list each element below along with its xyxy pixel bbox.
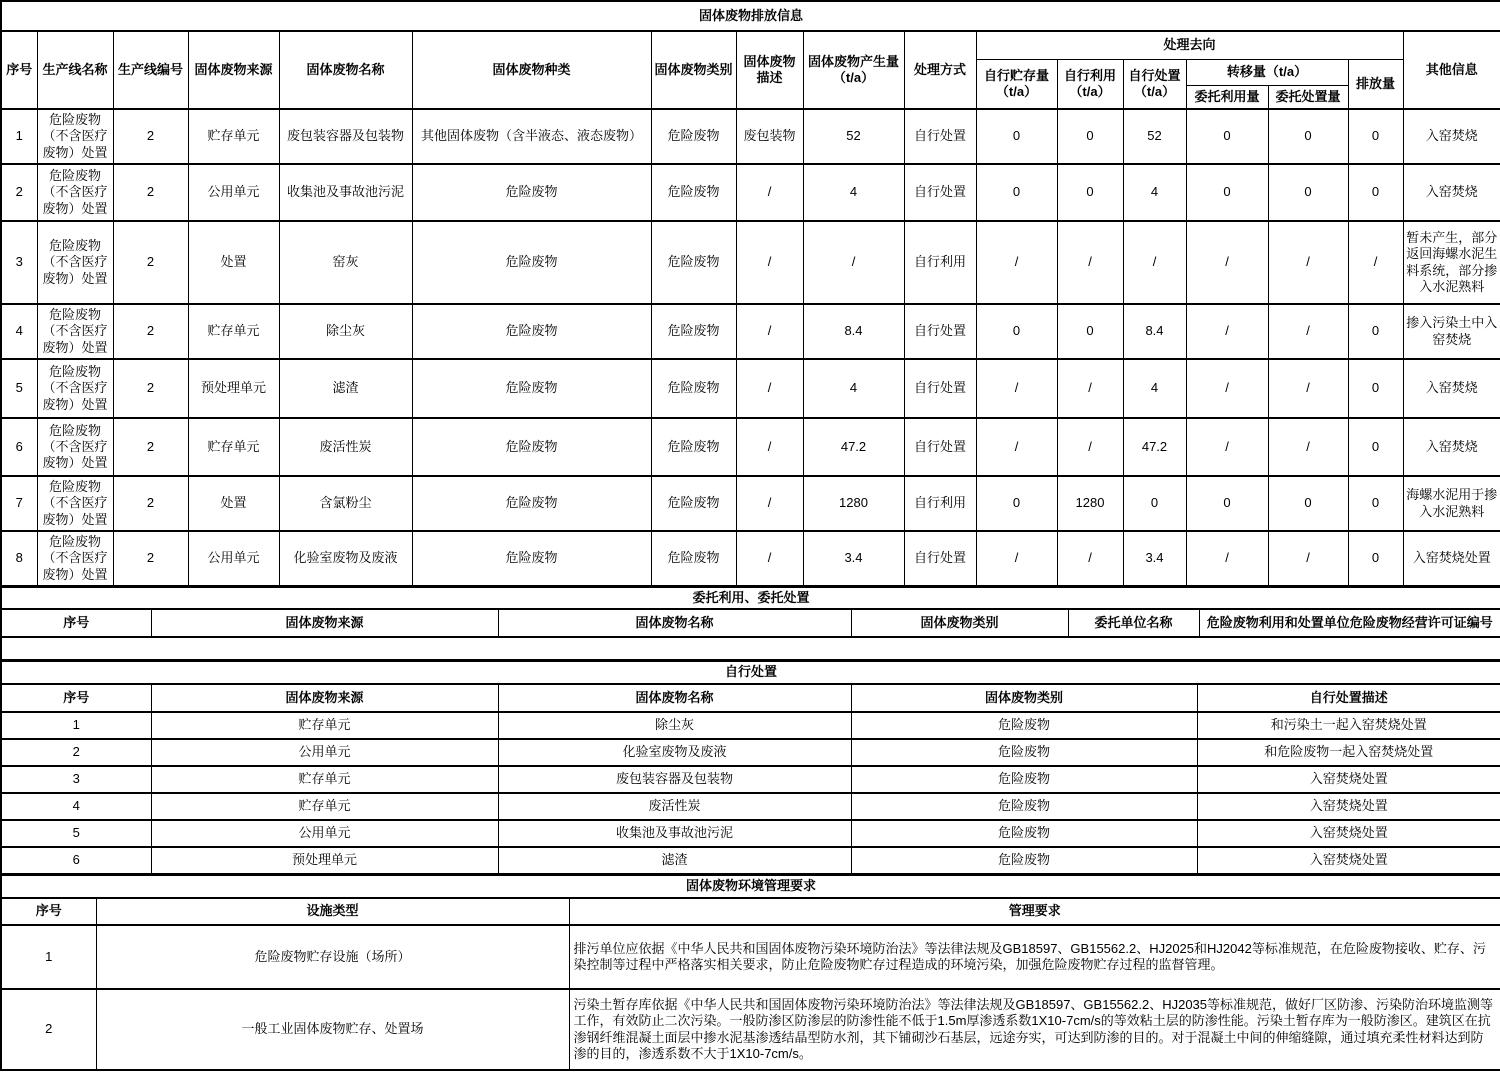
cell-waste-kind: 危险废物: [412, 359, 651, 418]
cell-self-storage: 0: [976, 304, 1057, 359]
cell-waste-description: /: [736, 359, 803, 418]
cell-self-disposal-desc: 和污染土一起入窑焚烧处置: [1197, 712, 1500, 739]
cell-entrusted-disposal: 0: [1268, 109, 1348, 164]
header-waste-name: 固体废物名称: [279, 31, 412, 109]
cell-waste-source: 贮存单元: [151, 712, 498, 739]
header-seq: 序号: [1, 31, 37, 109]
waste-emission-row: [1, 418, 1500, 476]
cell-production-line-name: 危险废物（不含医疗废物）处置: [37, 359, 113, 418]
cell-requirement: 污染土暂存库依据《中华人民共和国固体废物污染环境防治法》等法律法规及GB18597、GB15562.2、HJ2035等标准规范，做好厂区防渗、污染防治环境监测等工作，有效防止二次污染。一般防渗区防渗层的防渗性能不低于1.5m厚渗透系数1X10-7cm/s的等效粘土层的防渗性能。污染土暂存库为一般防渗区。建筑区在抗渗钢纤维混凝土面层中掺水泥基渗透结晶型防水剂，其下铺砌沙石基层，远途夯实，可达到防渗的目的。对于混凝土中间的伸缩缝隙，通过填充柔性材料达到防渗的目的，渗透系数不大于1X10-7cm/s。: [569, 989, 1500, 1070]
cell-waste-name: 废包装容器及包装物: [498, 766, 851, 793]
empty-entrusted-cell: [1, 637, 1500, 660]
cell-other-info: 入窑焚烧: [1403, 164, 1500, 221]
cell-waste-description: 废包装物: [736, 109, 803, 164]
cell-seq: 1: [1, 712, 151, 739]
header-self-utilization: 自行利用（t/a）: [1057, 59, 1123, 109]
cell-waste-kind: 危险废物: [412, 164, 651, 221]
cell-entrusted-utilization: /: [1186, 359, 1268, 418]
cell-waste-source: 贮存单元: [188, 418, 279, 476]
header4-seq: 序号: [1, 898, 96, 925]
cell-seq: 3: [1, 766, 151, 793]
cell-entrusted-disposal: /: [1268, 359, 1348, 418]
cell-self-disposal-desc: 入窑焚烧处置: [1197, 820, 1500, 847]
cell-waste-category: 危险废物: [651, 164, 736, 221]
cell-production-line-name: 危险废物（不含医疗废物）处置: [37, 304, 113, 359]
cell-entrusted-disposal: /: [1268, 221, 1348, 304]
header3-waste-name: 固体废物名称: [498, 684, 851, 712]
cell-seq: 6: [1, 418, 37, 476]
cell-production-line-no: 2: [113, 304, 188, 359]
cell-self-utilization: /: [1057, 531, 1123, 586]
section1-title: 固体废物排放信息: [1, 1, 1500, 31]
cell-self-storage: /: [976, 221, 1057, 304]
section3-title: 自行处置: [1, 661, 1500, 684]
cell-treatment-method: 自行处置: [904, 531, 976, 586]
cell-waste-generation: 8.4: [803, 304, 904, 359]
cell-other-info: 暂未产生，部分返回海螺水泥生料系统，部分掺入水泥熟料: [1403, 221, 1500, 304]
cell-other-info: 入窑焚烧: [1403, 109, 1500, 164]
header2-waste-name: 固体废物名称: [498, 609, 851, 637]
waste-emission-row: [1, 304, 1500, 359]
cell-self-disposal: 4: [1123, 359, 1186, 418]
cell-waste-category: 危险废物: [651, 476, 736, 531]
management-requirements-table: [0, 874, 1500, 1071]
header-waste-category: 固体废物类别: [651, 31, 736, 109]
header-production-line-no: 生产线编号: [113, 31, 188, 109]
waste-emission-row: [1, 476, 1500, 531]
cell-waste-category: 危险废物: [651, 221, 736, 304]
cell-self-utilization: 1280: [1057, 476, 1123, 531]
cell-self-storage: 0: [976, 164, 1057, 221]
cell-self-disposal-desc: 入窑焚烧处置: [1197, 766, 1500, 793]
cell-waste-description: /: [736, 221, 803, 304]
cell-production-line-name: 危险废物（不含医疗废物）处置: [37, 531, 113, 586]
cell-entrusted-utilization: 0: [1186, 109, 1268, 164]
cell-waste-name: 除尘灰: [498, 712, 851, 739]
header-production-line-name: 生产线名称: [37, 31, 113, 109]
cell-entrusted-disposal: 0: [1268, 164, 1348, 221]
cell-waste-description: /: [736, 418, 803, 476]
header-waste-kind: 固体废物种类: [412, 31, 651, 109]
cell-waste-category: 危险废物: [651, 531, 736, 586]
cell-treatment-method: 自行处置: [904, 418, 976, 476]
cell-waste-source: 预处理单元: [188, 359, 279, 418]
cell-emission-amount: /: [1348, 221, 1403, 304]
cell-emission-amount: 0: [1348, 418, 1403, 476]
header2-waste-source: 固体废物来源: [151, 609, 498, 637]
cell-waste-name: 含氯粉尘: [279, 476, 412, 531]
header3-seq: 序号: [1, 684, 151, 712]
cell-requirement: 排污单位应依据《中华人民共和国固体废物污染环境防治法》等法律法规及GB18597、GB15562.2、HJ2025和HJ2042等标准规范，在危险废物接收、贮存、污染控制等过程中严格落实相关要求，防止危险废物贮存过程造成的环境污染，加强危险废物贮存过程的监督管理。: [569, 925, 1500, 989]
cell-self-disposal: 0: [1123, 476, 1186, 531]
header-self-storage: 自行贮存量（t/a）: [976, 59, 1057, 109]
cell-waste-category: 危险废物: [851, 712, 1197, 739]
cell-production-line-no: 2: [113, 476, 188, 531]
cell-emission-amount: 0: [1348, 359, 1403, 418]
cell-self-utilization: 0: [1057, 304, 1123, 359]
cell-waste-kind: 危险废物: [412, 418, 651, 476]
cell-waste-kind: 危险废物: [412, 304, 651, 359]
cell-self-utilization: 0: [1057, 164, 1123, 221]
cell-waste-generation: 4: [803, 359, 904, 418]
cell-waste-generation: /: [803, 221, 904, 304]
entrusted-utilization-disposal-table: [0, 586, 1500, 661]
cell-waste-description: /: [736, 164, 803, 221]
header-waste-description: 固体废物描述: [736, 31, 803, 109]
cell-production-line-name: 危险废物（不含医疗废物）处置: [37, 109, 113, 164]
cell-self-disposal: 3.4: [1123, 531, 1186, 586]
cell-seq: 5: [1, 359, 37, 418]
cell-self-utilization: 0: [1057, 109, 1123, 164]
cell-waste-category: 危险废物: [851, 847, 1197, 874]
cell-other-info: 掺入污染土中入窑焚烧: [1403, 304, 1500, 359]
management-requirement-row: [1, 925, 1500, 989]
empty-entrusted-row: [1, 637, 1500, 660]
cell-waste-source: 贮存单元: [188, 109, 279, 164]
waste-emission-row: [1, 359, 1500, 418]
cell-treatment-method: 自行处置: [904, 304, 976, 359]
header-waste-generation: 固体废物产生量（t/a）: [803, 31, 904, 109]
cell-entrusted-disposal: /: [1268, 418, 1348, 476]
header4-facility-type: 设施类型: [96, 898, 569, 925]
cell-treatment-method: 自行利用: [904, 221, 976, 304]
cell-self-storage: 0: [976, 476, 1057, 531]
cell-production-line-no: 2: [113, 164, 188, 221]
cell-waste-description: /: [736, 476, 803, 531]
cell-treatment-method: 自行处置: [904, 164, 976, 221]
cell-waste-name: 滤渣: [279, 359, 412, 418]
cell-production-line-no: 2: [113, 531, 188, 586]
cell-waste-kind: 危险废物: [412, 221, 651, 304]
cell-other-info: 入窑焚烧: [1403, 418, 1500, 476]
header2-license-no: 危险废物利用和处置单位危险废物经营许可证编号: [1199, 609, 1500, 637]
cell-production-line-no: 2: [113, 359, 188, 418]
cell-waste-source: 公用单元: [151, 739, 498, 766]
cell-self-utilization: /: [1057, 418, 1123, 476]
header-emission-amount: 排放量: [1348, 59, 1403, 109]
cell-other-info: 入窑焚烧: [1403, 359, 1500, 418]
cell-waste-name: 废活性炭: [498, 793, 851, 820]
self-disposal-row: [1, 847, 1500, 874]
cell-entrusted-disposal: /: [1268, 304, 1348, 359]
cell-treatment-method: 自行处置: [904, 359, 976, 418]
cell-self-disposal: /: [1123, 221, 1186, 304]
cell-seq: 2: [1, 164, 37, 221]
cell-self-storage: /: [976, 359, 1057, 418]
waste-emission-row: [1, 164, 1500, 221]
self-disposal-row: [1, 766, 1500, 793]
cell-waste-category: 危险废物: [851, 766, 1197, 793]
cell-entrusted-utilization: /: [1186, 418, 1268, 476]
cell-self-disposal-desc: 入窑焚烧处置: [1197, 793, 1500, 820]
cell-entrusted-disposal: /: [1268, 531, 1348, 586]
cell-emission-amount: 0: [1348, 304, 1403, 359]
cell-emission-amount: 0: [1348, 476, 1403, 531]
cell-self-disposal: 8.4: [1123, 304, 1186, 359]
cell-production-line-name: 危险废物（不含医疗废物）处置: [37, 418, 113, 476]
header2-entrusted-unit: 委托单位名称: [1068, 609, 1199, 637]
cell-waste-name: 化验室废物及废液: [279, 531, 412, 586]
cell-seq: 8: [1, 531, 37, 586]
cell-other-info: 入窑焚烧处置: [1403, 531, 1500, 586]
cell-production-line-no: 2: [113, 418, 188, 476]
cell-waste-source: 公用单元: [188, 531, 279, 586]
cell-seq: 4: [1, 304, 37, 359]
header3-waste-source: 固体废物来源: [151, 684, 498, 712]
cell-waste-generation: 4: [803, 164, 904, 221]
cell-waste-name: 窑灰: [279, 221, 412, 304]
management-requirement-row: [1, 989, 1500, 1070]
cell-self-utilization: /: [1057, 359, 1123, 418]
cell-entrusted-utilization: /: [1186, 531, 1268, 586]
cell-other-info: 海螺水泥用于掺入水泥熟料: [1403, 476, 1500, 531]
cell-waste-category: 危险废物: [651, 304, 736, 359]
self-disposal-table: [0, 660, 1500, 875]
cell-waste-kind: 危险废物: [412, 476, 651, 531]
header-entrusted-disposal: 委托处置量: [1268, 85, 1348, 109]
cell-waste-source: 贮存单元: [151, 766, 498, 793]
cell-waste-generation: 52: [803, 109, 904, 164]
cell-waste-name: 废活性炭: [279, 418, 412, 476]
cell-waste-kind: 危险废物: [412, 531, 651, 586]
cell-self-storage: 0: [976, 109, 1057, 164]
waste-emission-row: [1, 221, 1500, 304]
header-other-info: 其他信息: [1403, 31, 1500, 109]
cell-waste-generation: 1280: [803, 476, 904, 531]
cell-waste-generation: 3.4: [803, 531, 904, 586]
header-self-disposal: 自行处置（t/a）: [1123, 59, 1186, 109]
header2-waste-category: 固体废物类别: [851, 609, 1068, 637]
cell-waste-description: /: [736, 531, 803, 586]
self-disposal-row: [1, 712, 1500, 739]
cell-self-disposal-desc: 和危险废物一起入窑焚烧处置: [1197, 739, 1500, 766]
cell-waste-category: 危险废物: [851, 820, 1197, 847]
cell-waste-source: 处置: [188, 221, 279, 304]
cell-emission-amount: 0: [1348, 531, 1403, 586]
cell-treatment-method: 自行处置: [904, 109, 976, 164]
cell-self-storage: /: [976, 418, 1057, 476]
cell-entrusted-utilization: 0: [1186, 164, 1268, 221]
self-disposal-row: [1, 739, 1500, 766]
cell-waste-generation: 47.2: [803, 418, 904, 476]
cell-self-disposal: 52: [1123, 109, 1186, 164]
cell-waste-source: 贮存单元: [151, 793, 498, 820]
header3-waste-category: 固体废物类别: [851, 684, 1197, 712]
header-disposal-destination: 处理去向: [976, 31, 1403, 59]
cell-facility-type: 一般工业固体废物贮存、处置场: [96, 989, 569, 1070]
cell-self-disposal: 47.2: [1123, 418, 1186, 476]
cell-waste-name: 滤渣: [498, 847, 851, 874]
cell-entrusted-disposal: 0: [1268, 476, 1348, 531]
section2-title: 委托利用、委托处置: [1, 587, 1500, 609]
cell-waste-name: 除尘灰: [279, 304, 412, 359]
cell-entrusted-utilization: /: [1186, 221, 1268, 304]
cell-waste-name: 收集池及事故池污泥: [498, 820, 851, 847]
cell-waste-name: 收集池及事故池污泥: [279, 164, 412, 221]
cell-seq: 4: [1, 793, 151, 820]
waste-emission-row: [1, 531, 1500, 586]
cell-waste-source: 预处理单元: [151, 847, 498, 874]
cell-waste-category: 危险废物: [651, 359, 736, 418]
cell-seq: 1: [1, 925, 96, 989]
cell-waste-category: 危险废物: [651, 418, 736, 476]
cell-waste-source: 公用单元: [151, 820, 498, 847]
cell-waste-source: 贮存单元: [188, 304, 279, 359]
header-treatment-method: 处理方式: [904, 31, 976, 109]
cell-production-line-name: 危险废物（不含医疗废物）处置: [37, 476, 113, 531]
cell-seq: 2: [1, 989, 96, 1070]
cell-seq: 2: [1, 739, 151, 766]
cell-seq: 1: [1, 109, 37, 164]
cell-production-line-name: 危险废物（不含医疗废物）处置: [37, 164, 113, 221]
header-waste-source: 固体废物来源: [188, 31, 279, 109]
cell-self-disposal-desc: 入窑焚烧处置: [1197, 847, 1500, 874]
cell-waste-name: 废包装容器及包装物: [279, 109, 412, 164]
cell-self-disposal: 4: [1123, 164, 1186, 221]
cell-waste-name: 化验室废物及废液: [498, 739, 851, 766]
cell-emission-amount: 0: [1348, 109, 1403, 164]
cell-seq: 6: [1, 847, 151, 874]
header4-requirement: 管理要求: [569, 898, 1500, 925]
cell-self-storage: /: [976, 531, 1057, 586]
self-disposal-row: [1, 820, 1500, 847]
waste-emission-row: [1, 109, 1500, 164]
cell-production-line-no: 2: [113, 221, 188, 304]
cell-entrusted-utilization: 0: [1186, 476, 1268, 531]
section4-title: 固体废物环境管理要求: [1, 875, 1500, 898]
cell-treatment-method: 自行利用: [904, 476, 976, 531]
cell-facility-type: 危险废物贮存设施（场所）: [96, 925, 569, 989]
cell-waste-category: 危险废物: [851, 793, 1197, 820]
cell-seq: 3: [1, 221, 37, 304]
self-disposal-row: [1, 793, 1500, 820]
cell-seq: 5: [1, 820, 151, 847]
cell-waste-source: 处置: [188, 476, 279, 531]
cell-waste-description: /: [736, 304, 803, 359]
header3-self-disposal-desc: 自行处置描述: [1197, 684, 1500, 712]
cell-production-line-name: 危险废物（不含医疗废物）处置: [37, 221, 113, 304]
cell-waste-source: 公用单元: [188, 164, 279, 221]
cell-waste-kind: 其他固体废物（含半液态、液态废物）: [412, 109, 651, 164]
header2-seq: 序号: [1, 609, 151, 637]
header-transfer-amount: 转移量（t/a）: [1186, 59, 1348, 85]
cell-waste-category: 危险废物: [651, 109, 736, 164]
cell-self-utilization: /: [1057, 221, 1123, 304]
cell-seq: 7: [1, 476, 37, 531]
cell-waste-category: 危险废物: [851, 739, 1197, 766]
cell-production-line-no: 2: [113, 109, 188, 164]
cell-entrusted-utilization: /: [1186, 304, 1268, 359]
cell-emission-amount: 0: [1348, 164, 1403, 221]
header-entrusted-utilization: 委托利用量: [1186, 85, 1268, 109]
